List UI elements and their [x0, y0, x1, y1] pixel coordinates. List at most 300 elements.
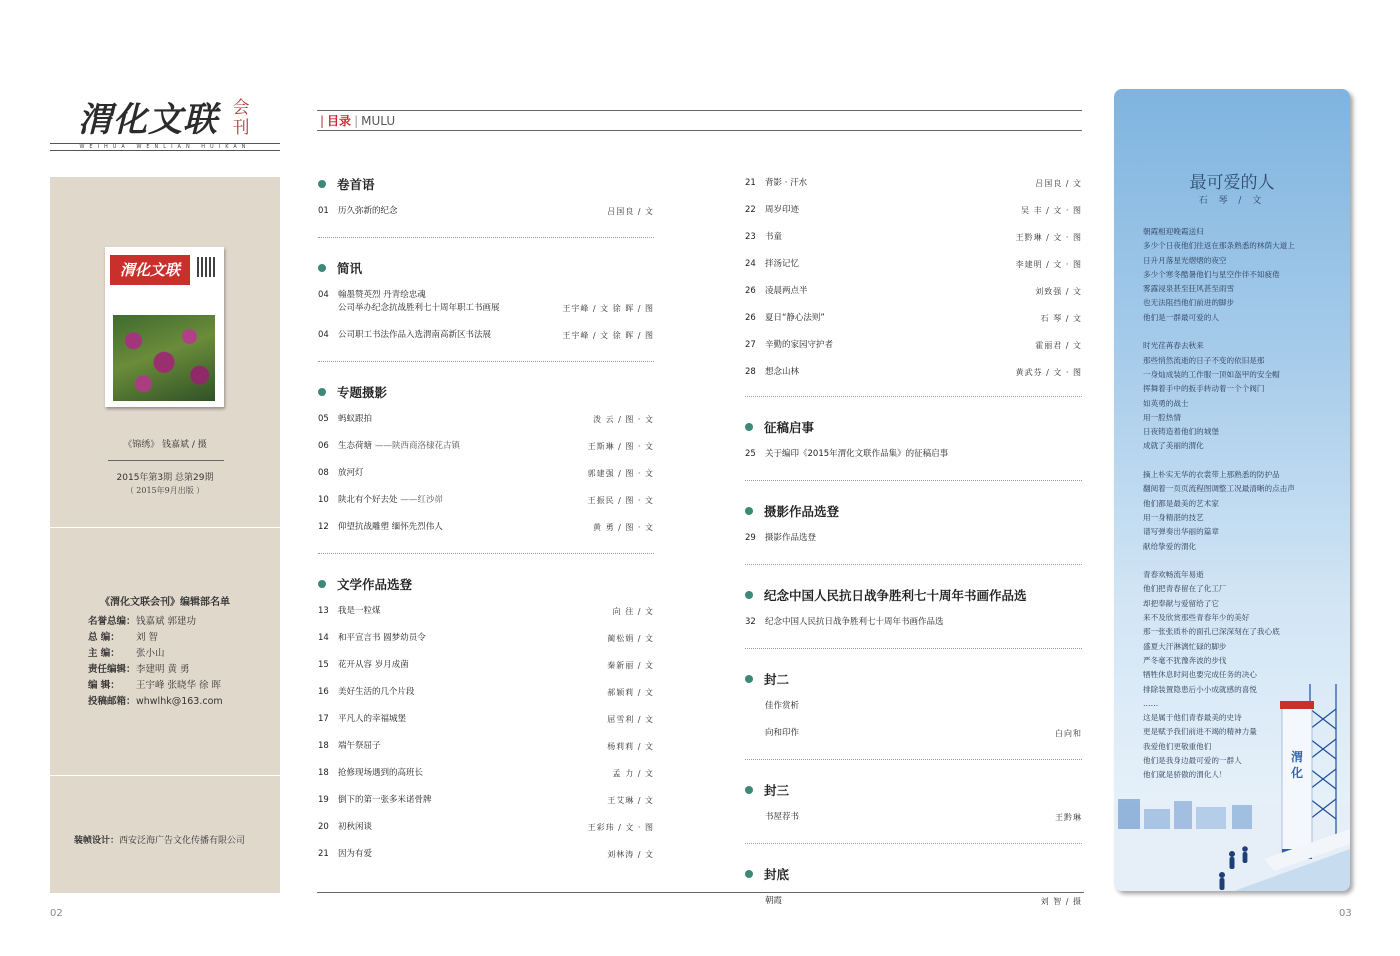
- section-divider: [318, 361, 654, 362]
- factory-illustration: [1114, 649, 1350, 891]
- qr-code-icon: [197, 257, 217, 277]
- editorial-row: [88, 694, 223, 710]
- toc-entry[interactable]: [745, 720, 1082, 747]
- toc-entry-title: 放河灯: [338, 468, 364, 478]
- editorial-names: 王宇峰 张晓华 徐 晖: [136, 680, 222, 691]
- panel-divider: [50, 775, 280, 776]
- page-number-left: 02: [50, 908, 63, 919]
- toc-section-title: 纪念中国人民抗日战争胜利七十周年书画作品选: [764, 588, 1027, 603]
- toc-entry-author: 王振民 / 图 · 文: [587, 496, 654, 505]
- issue-number: 2015年第3期 总第29期: [116, 473, 214, 483]
- toc-section-heading: [745, 497, 1082, 525]
- toc-entry-title: 摄影作品选登: [765, 533, 817, 543]
- toc-section: [318, 254, 654, 362]
- toc-section-heading: [745, 665, 1082, 693]
- toc-entry[interactable]: [318, 406, 654, 433]
- cover-masthead: 渭化文联: [110, 255, 190, 285]
- toc-entry-title: 抢修现场遇到的高班长: [338, 768, 424, 778]
- toc-section-heading: [745, 860, 1082, 888]
- toc-entry-title: 关于编印《2015年渭化文联作品集》的征稿启事: [765, 449, 949, 459]
- toc-entry-title: 向和印作: [765, 728, 800, 738]
- toc-entry-author: 霍丽君 / 文: [1035, 341, 1082, 350]
- toc-entry[interactable]: [745, 278, 1082, 305]
- toc-entry-author: 泼 云 / 图 · 文: [593, 415, 654, 424]
- poem-line: 翻阅着一页页流程图调整工况最清晰的点击声: [1143, 484, 1295, 494]
- toc-entry-title-wrap: [765, 700, 1082, 713]
- toc-page-number: 17: [318, 714, 329, 724]
- toc-page-number: 14: [318, 633, 329, 643]
- toc-entry[interactable]: [318, 598, 654, 625]
- toc-section-heading: [745, 413, 1082, 441]
- poem-line: 我爱他们更敬重他们: [1143, 741, 1212, 751]
- editorial-names: 钱嘉斌 郭建功: [136, 616, 197, 627]
- toc-entry[interactable]: [318, 433, 654, 460]
- toc-entry[interactable]: [745, 170, 1082, 197]
- bullet-dot-icon: [745, 786, 753, 794]
- toc-entry[interactable]: [318, 733, 654, 760]
- bullet-dot-icon: [745, 423, 753, 431]
- masthead-pinyin: WEIHUA WENLIAN HUIKAN: [79, 144, 251, 150]
- toc-entry-title-wrap: [338, 632, 607, 645]
- section-divider: [745, 648, 1082, 649]
- toc-entry-author: 秦新丽 / 文: [607, 661, 654, 670]
- toc-entry-title: 凌晨两点半: [765, 286, 808, 296]
- toc-entry-title: 拌汤记忆: [765, 259, 800, 269]
- toc-entry[interactable]: [745, 804, 1082, 831]
- toc-section: [318, 170, 654, 238]
- toc-entry[interactable]: [318, 282, 654, 322]
- toc-section: [745, 860, 1082, 915]
- toc-entry-title-wrap: [338, 494, 588, 507]
- poem-line: 来不及欣赏那些青春年少的美好: [1143, 613, 1250, 623]
- toc-entry-author: 刘 智 / 摄: [1040, 897, 1082, 906]
- toc-entry-title: 辛勤的家园守护者: [765, 340, 834, 350]
- bullet-dot-icon: [318, 180, 326, 188]
- poem-line: 他们都是最美的艺术家: [1143, 498, 1219, 508]
- toc-section: [745, 665, 1082, 760]
- poem-line: 这是属于他们青春最美的史诗: [1143, 713, 1242, 723]
- toc-section-title: 简讯: [337, 261, 363, 276]
- toc-entry[interactable]: [318, 322, 654, 349]
- toc-section-heading: [318, 570, 654, 598]
- bullet-dot-icon: [745, 870, 753, 878]
- toc-entry-title: 蚂蚁跟拍: [338, 414, 373, 424]
- toc-entry[interactable]: [745, 332, 1082, 359]
- panel-divider: [50, 527, 280, 528]
- toc-entry-title-wrap: [765, 448, 1082, 461]
- caption-divider: [108, 460, 224, 461]
- toc-entry-title-wrap: [338, 659, 607, 672]
- poem-line: 牺牲休息时间也要完成任务的决心: [1143, 670, 1257, 680]
- poem-line: 他们把青春留在了化工厂: [1143, 584, 1227, 594]
- masthead-title: 渭化文联: [78, 100, 218, 140]
- toc-section-heading: [318, 254, 654, 282]
- toc-entry-title-wrap: [338, 521, 593, 534]
- poem-line: 朝霞相迎晚霞送归: [1143, 227, 1204, 236]
- toc-section-title: 文学作品选登: [337, 577, 413, 592]
- toc-section: [745, 776, 1082, 844]
- toc-entry-author: 孟 力 / 文: [612, 769, 654, 778]
- toc-entry-author: 杨莉莉 / 文: [607, 742, 654, 751]
- toc-entry-title-wrap: [765, 231, 1016, 244]
- toc-entry-subtitle: ——红沙峁: [400, 495, 444, 505]
- toc-entry[interactable]: [318, 679, 654, 706]
- poem-title: 最可爱的人: [1189, 173, 1275, 193]
- poem-line: 却把奉献与爱留给了它: [1143, 598, 1219, 608]
- design-value: 西安泛海广告文化传播有限公司: [119, 836, 246, 846]
- toc-entry-title: 仰望抗战雕塑 缅怀先烈伟人: [338, 522, 443, 532]
- poem-line: ……: [1143, 698, 1159, 708]
- toc-entry-title: 平凡人的幸福城堡: [338, 714, 407, 724]
- poem-line: 也无法阻挡他们前进的脚步: [1143, 298, 1235, 308]
- toc-entry-author: 郝颖莉 / 文: [607, 688, 654, 697]
- toc-entry-author: 王彩玮 / 文 · 图: [587, 823, 654, 832]
- left-sidebar: [50, 177, 280, 893]
- editorial-role: 投稿邮箱：: [88, 696, 136, 707]
- toc-entry-title-wrap: [765, 616, 1082, 629]
- toc-entry[interactable]: [745, 305, 1082, 332]
- toc-entry[interactable]: [745, 197, 1082, 224]
- toc-entry-title-wrap: [765, 895, 1041, 908]
- toc-entry-title-wrap: [338, 848, 607, 861]
- toc-page-number: 10: [318, 495, 329, 505]
- toc-page-number: 12: [318, 522, 329, 532]
- footer-rule: [317, 892, 1084, 893]
- toc-entry-author: 郭建强 / 图 · 文: [587, 469, 654, 478]
- masthead-side: 会刊: [232, 98, 250, 138]
- toc-entry[interactable]: [318, 652, 654, 679]
- editorial-role: 编 辑：: [88, 680, 120, 691]
- toc-section: [745, 497, 1082, 565]
- toc-section-heading: [745, 776, 1082, 804]
- poem-line: 多少个寒冬酷暑他们与星空作伴不知疲倦: [1143, 269, 1280, 279]
- editorial-names: 刘 智: [136, 632, 159, 643]
- toc-entry-title-wrap: [338, 740, 607, 753]
- toc-entry-author: 王黔琳 / 文 · 图: [1015, 233, 1082, 242]
- toc-section-title: 封三: [764, 783, 790, 798]
- toc-section-title: 征稿启事: [764, 420, 815, 435]
- toc-header-cn: 目录: [327, 114, 352, 128]
- toc-entry[interactable]: [745, 525, 1082, 552]
- toc-entry-title-wrap: [338, 686, 607, 699]
- toc-entry-title-line2: 公司举办纪念抗战胜利七十周年职工书画展: [338, 303, 500, 313]
- toc-entry[interactable]: [745, 224, 1082, 251]
- poem-panel: [1114, 89, 1350, 891]
- bullet-dot-icon: [745, 591, 753, 599]
- cover-thumbnail[interactable]: [105, 247, 224, 407]
- toc-section-title: 封二: [764, 672, 790, 687]
- toc-page-number: 15: [318, 660, 329, 670]
- toc-entry-title-wrap: [765, 727, 1055, 740]
- toc-entry-title-wrap: [765, 285, 1035, 298]
- editorial-row: [88, 662, 223, 678]
- tower-label-1: 渭: [1290, 750, 1304, 764]
- toc-entry[interactable]: [745, 441, 1082, 468]
- toc-column-left: [318, 170, 654, 868]
- poem-line: 摘上朴实无华的衣裳带上那熟悉的防护品: [1143, 470, 1280, 480]
- toc-entry[interactable]: [745, 693, 1082, 720]
- editorial-role: 总 编：: [88, 632, 120, 643]
- toc-page-number: 18: [318, 768, 329, 778]
- toc-page-number: 18: [318, 741, 329, 751]
- toc-page-number: 19: [318, 795, 329, 805]
- toc-entry-title: 公司职工书法作品入选渭南高新区书法展: [338, 330, 492, 340]
- toc-entry-author: 王艾琳 / 文: [607, 796, 654, 805]
- toc-entry-title-wrap: [765, 204, 1021, 217]
- toc-entry-subtitle: ——陕西商洛棣花古镇: [375, 441, 461, 451]
- toc-section: [318, 378, 654, 554]
- section-divider: [745, 843, 1082, 844]
- toc-entry-author: 吕国良 / 文: [607, 207, 654, 216]
- section-divider: [745, 396, 1082, 397]
- editorial-row: [88, 678, 223, 694]
- poem-line: 日夜铸造着他们的城堡: [1143, 427, 1219, 437]
- poem-line: 献给挚爱的渭化: [1143, 541, 1197, 551]
- toc-entry-title-wrap: [338, 821, 588, 834]
- poem-line: 那一张张质朴的面孔已深深刻在了我心底: [1143, 627, 1280, 637]
- poem-line: 他们是一群最可爱的人: [1143, 312, 1219, 322]
- poem-stanza: [1143, 225, 1343, 325]
- toc-page-number: 05: [318, 414, 329, 424]
- cover-caption: 《锦绣》 钱嘉斌 / 摄: [123, 440, 207, 450]
- toc-entry-author: 向 往 / 文: [612, 607, 654, 616]
- toc-entry[interactable]: [745, 359, 1082, 386]
- editorial-row: [88, 646, 223, 662]
- toc-page-number: 13: [318, 606, 329, 616]
- toc-page-number: 21: [745, 178, 756, 188]
- toc-entry-title-wrap: [338, 605, 613, 618]
- toc-entry-author: 黄 勇 / 图 · 文: [593, 523, 654, 532]
- poem-line: 雾露浸泉甚至狂风甚至雨雪: [1143, 284, 1235, 294]
- toc-entry-title: 和平宣言书 圆梦幼员令: [338, 633, 426, 643]
- toc-entry-title: 佳作赏析: [765, 701, 800, 711]
- poem-line: 严冬毫不犹豫奔波的步伐: [1143, 655, 1227, 665]
- toc-page-number: 20: [318, 822, 329, 832]
- toc-entry-author: 石 琴 / 文: [1040, 314, 1082, 323]
- toc-section-heading: [745, 581, 1082, 609]
- design-credit: [74, 833, 245, 846]
- editorial-names: 李建明 黄 勇: [136, 664, 190, 675]
- toc-entry-title-wrap: [338, 767, 613, 780]
- toc-entry-author: 屈雪利 / 文: [607, 715, 654, 724]
- cover-photo-flowers: [113, 315, 215, 401]
- section-divider: [745, 480, 1082, 481]
- toc-section: [745, 581, 1082, 649]
- toc-entry[interactable]: [318, 514, 654, 541]
- toc-entry[interactable]: [318, 841, 654, 868]
- toc-section-title: 封底: [764, 867, 790, 882]
- poem-line: 用一腔热情: [1143, 412, 1181, 422]
- poem-line: 一身灿成装的工作服一顶如盔甲的安全帽: [1143, 369, 1280, 379]
- toc-section-title: 专题摄影: [337, 385, 388, 400]
- toc-entry-author: 王斯琳 / 图 · 文: [587, 442, 654, 451]
- editorial-row: [88, 614, 223, 630]
- tower-label-2: 化: [1290, 766, 1304, 780]
- bullet-dot-icon: [745, 675, 753, 683]
- toc-header: | 目录 | MULU: [320, 114, 396, 128]
- toc-entry-author: 王宇峰 / 文 徐 晖 / 图: [562, 304, 654, 313]
- toc-page-number: 04: [318, 330, 329, 340]
- toc-page-number: 25: [745, 449, 756, 459]
- toc-continued-list: [745, 170, 1082, 397]
- toc-page-number: 06: [318, 441, 329, 451]
- toc-page-number: 28: [745, 367, 756, 377]
- toc-entry-title: 书屋荐书: [765, 812, 800, 822]
- poem-line: 日升月落星光熠熠的夜空: [1143, 255, 1227, 265]
- toc-entry-author: 黄武芬 / 文 · 图: [1015, 368, 1082, 377]
- toc-entry[interactable]: [318, 706, 654, 733]
- toc-entry-author: 吕国良 / 文: [1035, 179, 1082, 188]
- toc-entry-title-wrap: [765, 811, 1055, 824]
- toc-entry-author: 白向和: [1055, 729, 1082, 738]
- toc-entry-title: 书童: [765, 232, 783, 242]
- toc-entry-title: 我是一粒煤: [338, 606, 381, 616]
- poem-line: 成就了美丽的渭化: [1143, 441, 1204, 451]
- toc-section: [745, 413, 1082, 481]
- toc-entry-title-wrap: [338, 413, 593, 426]
- toc-entry[interactable]: [318, 814, 654, 841]
- toc-column-right: [745, 170, 1082, 915]
- toc-page-number: 16: [318, 687, 329, 697]
- toc-entry-author: 李建明 / 文 · 图: [1015, 260, 1082, 269]
- toc-entry-title-wrap: [338, 329, 562, 342]
- toc-entry[interactable]: [745, 251, 1082, 278]
- toc-entry-title: 背影 · 汗水: [765, 178, 808, 188]
- poem-stanza: [1143, 339, 1343, 453]
- bullet-dot-icon: [318, 264, 326, 272]
- toc-page-number: 32: [745, 617, 756, 627]
- page-number-right: 03: [1339, 908, 1352, 919]
- toc-section-heading: [318, 378, 654, 406]
- poem-line: 谱写弹奏出华丽的篇章: [1143, 527, 1219, 537]
- toc-entry-author: 吴 丰 / 文 · 图: [1021, 206, 1082, 215]
- toc-entry-title-wrap: [765, 532, 1082, 545]
- toc-entry-title: 倒下的第一张多米诺骨牌: [338, 795, 432, 805]
- toc-entry-author: 王宇峰 / 文 徐 晖 / 图: [562, 331, 654, 340]
- toc-entry-title: 生态荷塘: [338, 441, 373, 451]
- toc-entry[interactable]: [318, 625, 654, 652]
- editorial-role: 名誉总编：: [88, 616, 136, 627]
- toc-entry-title-wrap: [338, 440, 588, 453]
- toc-entry-title: 花开从容 岁月成菌: [338, 660, 409, 670]
- editorial-list: [88, 614, 223, 710]
- toc-entry[interactable]: [318, 198, 654, 225]
- editorial-title: 《渭化文联会刊》编辑部名单: [100, 597, 230, 608]
- toc-page-number: 01: [318, 206, 329, 216]
- toc-entry-title: 朝霞: [765, 896, 783, 906]
- toc-page-number: 22: [745, 205, 756, 215]
- toc-entry-title-wrap: [765, 339, 1035, 352]
- toc-page-number: 21: [318, 849, 329, 859]
- toc-entry-title: 历久弥新的纪念: [338, 206, 398, 216]
- toc-entry-title-wrap: [338, 205, 607, 218]
- editorial-email[interactable]: whwlhk@163.com: [136, 696, 223, 707]
- poem-line: 他们是我身边最可爱的一群人: [1143, 755, 1242, 765]
- toc-entry-title: 美好生活的几个片段: [338, 687, 415, 697]
- toc-entry-title-wrap: [338, 794, 607, 807]
- poem-stanza: [1143, 468, 1343, 554]
- toc-section-title: 摄影作品选登: [764, 504, 840, 519]
- toc-header-en: MULU: [361, 114, 396, 128]
- design-label: 装帧设计：: [74, 836, 120, 846]
- header-rule-top: [317, 110, 1082, 111]
- toc-entry-title-wrap: [338, 289, 562, 315]
- toc-entry-title: 周岁印迹: [765, 205, 800, 215]
- toc-entry-author: 蔺松娟 / 文: [607, 634, 654, 643]
- poem-line: 青春欢畅流年易逝: [1143, 570, 1204, 580]
- toc-page-number: 29: [745, 533, 756, 543]
- editorial-row: [88, 630, 223, 646]
- masthead-logo: [50, 82, 282, 154]
- toc-page-number: 24: [745, 259, 756, 269]
- section-divider: [318, 237, 654, 238]
- poem-line: 盛夏大汗淋漓忙碌的脚步: [1143, 641, 1227, 651]
- bullet-dot-icon: [745, 507, 753, 515]
- toc-entry-title: 初秋闲谈: [338, 822, 373, 832]
- toc-entry-title: 因为有爱: [338, 849, 373, 859]
- toc-entry[interactable]: [318, 760, 654, 787]
- toc-page-number: 27: [745, 340, 756, 350]
- toc-entry-author: 刘林涛 / 文: [607, 850, 654, 859]
- toc-entry-title-wrap: [765, 258, 1016, 271]
- toc-section-heading: [318, 170, 654, 198]
- poem-line: 那些悄然流逝的日子不变的依旧是那: [1143, 355, 1265, 365]
- poem-line: 挥舞着手中的扳手转动着一个个阀门: [1143, 384, 1265, 394]
- toc-section: [318, 570, 654, 868]
- toc-entry-title: 陕北有个好去处: [338, 495, 398, 505]
- bullet-dot-icon: [318, 388, 326, 396]
- poem-line: 如英勇的战士: [1143, 398, 1189, 408]
- toc-entry[interactable]: [318, 460, 654, 487]
- toc-page-number: 23: [745, 232, 756, 242]
- header-rule-bottom: [317, 130, 1082, 131]
- section-divider: [745, 564, 1082, 565]
- toc-entry-title-wrap: [765, 312, 1041, 325]
- toc-entry[interactable]: [745, 609, 1082, 636]
- toc-entry-title: 想念山林: [765, 367, 800, 377]
- toc-section-title: 卷首语: [337, 177, 375, 192]
- poem-line: 用一身精湛的技艺: [1143, 512, 1204, 522]
- toc-entry-author: 王黔琳: [1055, 813, 1082, 822]
- poem-line: 更是赋予我们前进不竭的精神力量: [1143, 727, 1257, 737]
- section-divider: [318, 553, 654, 554]
- poem-author: 石 琴 / 文: [1198, 196, 1266, 206]
- toc-entry[interactable]: [318, 487, 654, 514]
- poem-line: 他们就是骄傲的渭化人！: [1143, 770, 1227, 780]
- toc-entry-title-wrap: [765, 177, 1035, 190]
- toc-entry-title-wrap: [765, 366, 1016, 379]
- toc-page-number: 04: [318, 290, 329, 300]
- toc-entry-title: 纪念中国人民抗日战争胜利七十周年书画作品选: [765, 617, 944, 627]
- poem-line: 排除装置隐患后小小成就感的喜悦: [1143, 684, 1257, 694]
- issue-date: （ 2015年9月出版 ）: [125, 486, 205, 495]
- toc-page-number: 26: [745, 286, 756, 296]
- toc-entry-title-wrap: [338, 713, 607, 726]
- bullet-dot-icon: [318, 580, 326, 588]
- poem-line: 多少个日夜他们往返在那条熟悉的林荫大道上: [1143, 241, 1295, 251]
- toc-entry-title-wrap: [338, 467, 588, 480]
- toc-entry-title: 翰墨赞英烈 丹青绘忠魂: [338, 290, 426, 300]
- toc-entry[interactable]: [318, 787, 654, 814]
- toc-page-number: 08: [318, 468, 329, 478]
- toc-page-number: 26: [745, 313, 756, 323]
- poem-line: 时光荏苒春去秋来: [1143, 341, 1204, 351]
- section-divider: [745, 759, 1082, 760]
- toc-entry-author: 刘致强 / 文: [1035, 287, 1082, 296]
- editorial-role: 责任编辑：: [88, 664, 136, 675]
- editorial-role: 主 编：: [88, 648, 120, 659]
- toc-entry-title: 端午祭屈子: [338, 741, 381, 751]
